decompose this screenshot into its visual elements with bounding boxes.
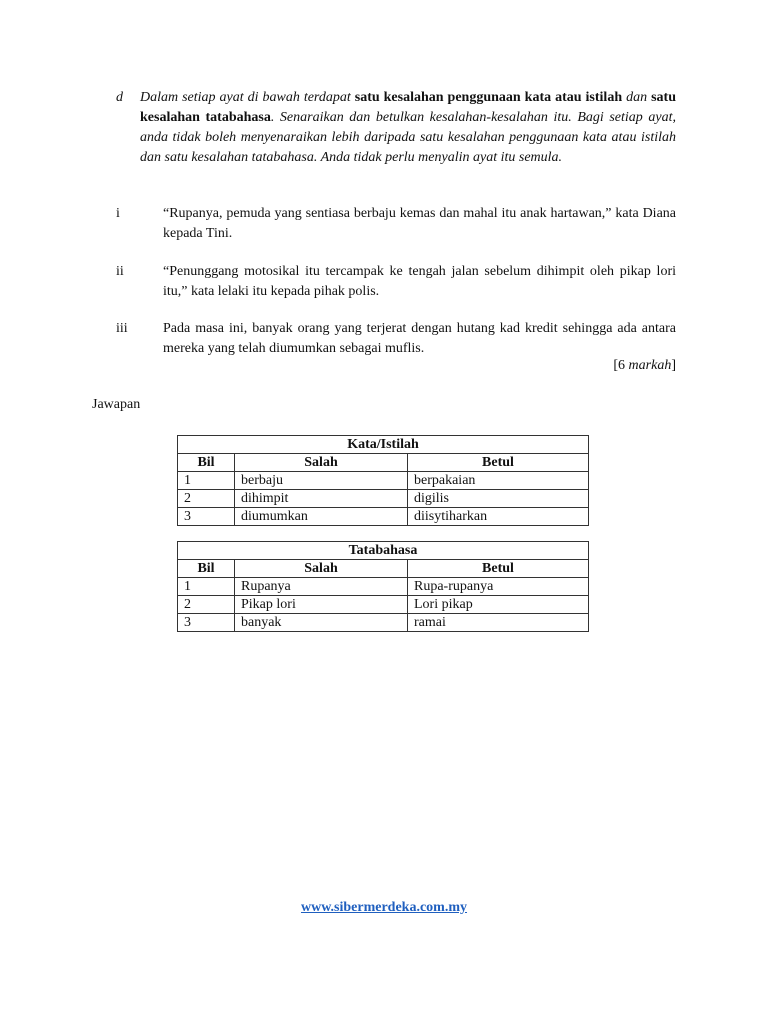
question-letter: d (116, 90, 123, 105)
cell-betul: berpakaian (408, 472, 589, 490)
cell-betul: Lori pikap (408, 596, 589, 614)
table-title: Tatabahasa (178, 542, 589, 560)
marks-close: ] (671, 358, 676, 373)
table-title: Kata/Istilah (178, 436, 589, 454)
cell-bil: 1 (178, 578, 235, 596)
cell-bil: 3 (178, 614, 235, 632)
question-d (116, 88, 676, 168)
sentence-text: “Penunggang motosikal itu tercampak ke tengah jalan sebelum dihimpit oleh pikap lori itu,” kata lelaki itu kepada pihak polis. (163, 264, 676, 299)
marks-label (613, 356, 676, 376)
header-betul: Betul (408, 454, 589, 472)
question-instructions (140, 88, 676, 168)
header-salah: Salah (235, 560, 408, 578)
instruction-part-2: dan (622, 90, 652, 105)
sentence-text: Pada masa ini, banyak orang yang terjerat dengan hutang kad kredit sehingga ada antara mereka yang telah diumumkan sebagai muflis. (163, 321, 676, 356)
header-betul: Betul (408, 560, 589, 578)
table-row (178, 614, 589, 632)
table-row (178, 508, 589, 526)
cell-betul: diisytiharkan (408, 508, 589, 526)
sentence-item (116, 319, 676, 359)
cell-salah: diumumkan (235, 508, 408, 526)
cell-bil: 2 (178, 490, 235, 508)
cell-betul: digilis (408, 490, 589, 508)
cell-betul: ramai (408, 614, 589, 632)
table-row (178, 578, 589, 596)
cell-salah: dihimpit (235, 490, 408, 508)
header-salah: Salah (235, 454, 408, 472)
table-row (178, 472, 589, 490)
cell-bil: 2 (178, 596, 235, 614)
cell-bil: 1 (178, 472, 235, 490)
footer (0, 898, 768, 918)
cell-betul: Rupa-rupanya (408, 578, 589, 596)
sentence-text: “Rupanya, pemuda yang sentiasa berbaju kemas dan mahal itu anak hartawan,” kata Diana kepada Tini. (163, 206, 676, 241)
cell-salah: Pikap lori (235, 596, 408, 614)
answer-table-kata-istilah (177, 435, 589, 526)
table-row (178, 490, 589, 508)
header-bil: Bil (178, 454, 235, 472)
instruction-part-3: . Senaraikan dan betulkan kesalahan-kesalahan itu. Bagi setiap ayat, anda tidak boleh menyenaraikan lebih daripada satu kesalahan penggunaan kata atau istilah dan satu kesalahan tatabahasa. Anda tidak perlu menyalin ayat itu semula. (140, 110, 676, 165)
cell-salah: Rupanya (235, 578, 408, 596)
sentence-item (116, 262, 676, 302)
footer-link[interactable]: www.sibermerdeka.com.my (300, 900, 468, 915)
cell-bil: 3 (178, 508, 235, 526)
instruction-bold-1: satu kesalahan penggunaan kata atau istilah (354, 90, 623, 105)
answer-table-tatabahasa (177, 541, 589, 632)
header-bil: Bil (178, 560, 235, 578)
sentence-number: i (116, 206, 120, 221)
marks-word: markah (628, 358, 672, 373)
sentence-number: iii (116, 321, 128, 336)
cell-salah: banyak (235, 614, 408, 632)
cell-salah: berbaju (235, 472, 408, 490)
marks-open: [6 (613, 358, 629, 373)
table-row (178, 596, 589, 614)
instruction-part-1: Dalam setiap ayat di bawah terdapat (140, 90, 355, 105)
instruction-bold-2: satu kesalahan tatabahasa (140, 90, 676, 125)
sentence-item (116, 204, 676, 244)
sentence-number: ii (116, 264, 124, 279)
answer-label: Jawapan (92, 397, 141, 412)
